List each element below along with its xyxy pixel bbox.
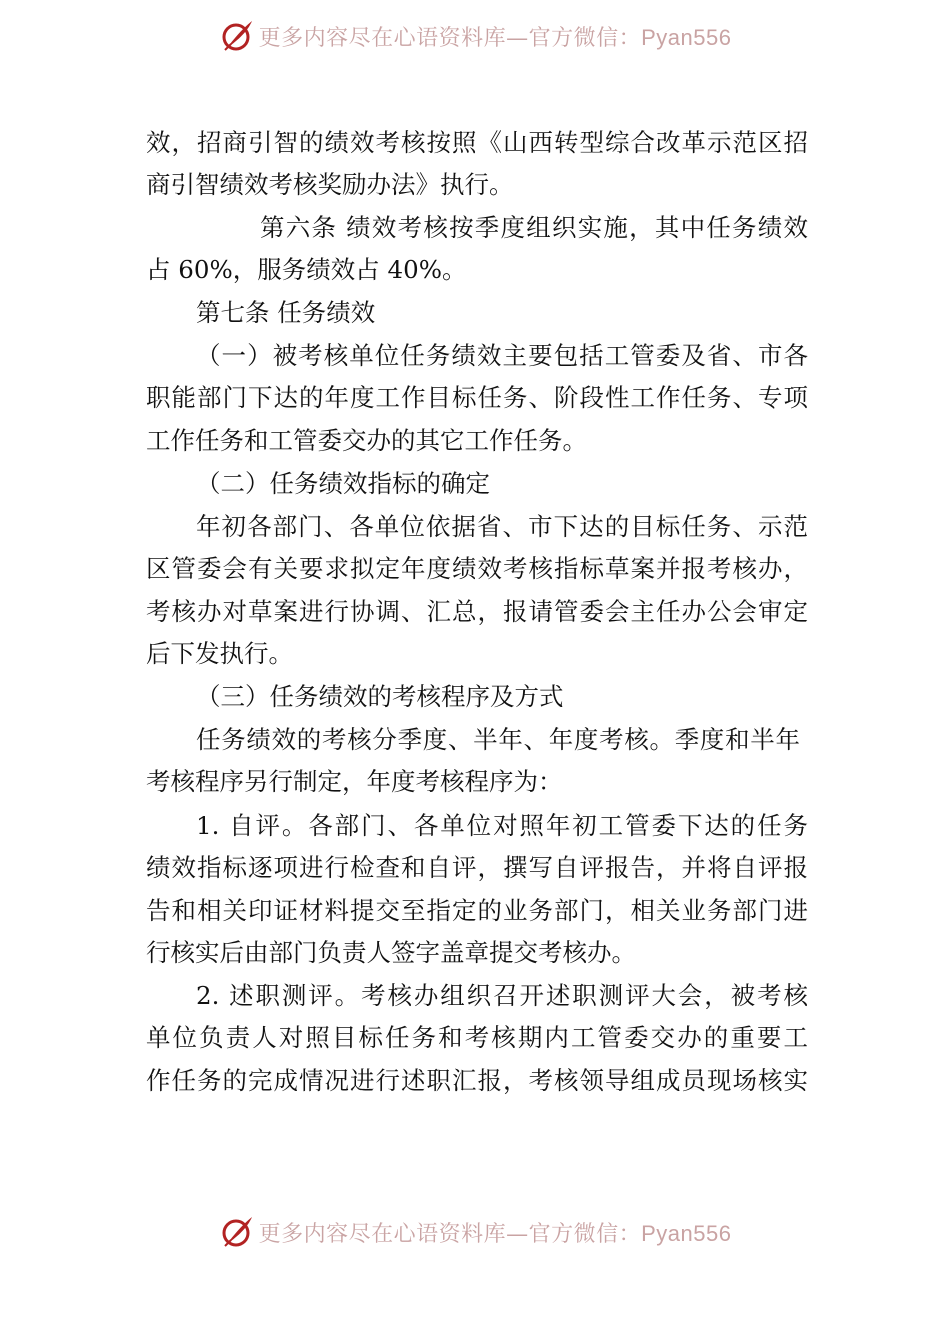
text-line: 考核程序另行制定，年度考核程序为： [146, 767, 563, 796]
text-line: 工作任务和工管委交办的其它工作任务。 [146, 426, 587, 455]
subsection-heading: （二）任务绩效指标的确定 [196, 469, 490, 498]
text-line: 告和相关印证材料提交至指定的业务部门，相关业务部门进 [146, 896, 808, 925]
text-line: 单位负责人对照目标任务和考核期内工管委交办的重要工 [146, 1023, 808, 1052]
text-line: 年初各部门、各单位依据省、市下达的目标任务、示范 [196, 512, 808, 541]
subsection-heading: （三）任务绩效的考核程序及方式 [196, 682, 564, 711]
text-line: 行核实后由部门负责人签字盖章提交考核办。 [146, 938, 636, 967]
text-line: 作任务的完成情况进行述职汇报，考核领导组成员现场核实 [146, 1066, 808, 1095]
text-line: 职能部门下达的年度工作目标任务、阶段性工作任务、专项 [146, 383, 808, 412]
text-line: 绩效指标逐项进行检查和自评，撰写自评报告，并将自评报 [146, 853, 808, 882]
text-line: 占 60%，服务绩效占 40%。 [146, 255, 467, 284]
wechat-id: Pyan556 [641, 1220, 732, 1246]
quill-pen-logo-icon [219, 1214, 255, 1250]
text-line: 区管委会有关要求拟定年度绩效考核指标草案并报考核办， [146, 554, 808, 583]
text-line: 任务绩效的考核分季度、半年、年度考核。季度和半年 [196, 725, 800, 754]
text-line: 效，招商引智的绩效考核按照《山西转型综合改革示范区招 [146, 128, 808, 157]
text-line: 1. 自评。各部门、各单位对照年初工管委下达的任务 [196, 811, 808, 840]
banner-text: 更多内容尽在心语资料库—官方微信：Pyan556 [258, 1220, 732, 1247]
text-line: 商引智绩效考核奖励办法》执行。 [146, 170, 514, 199]
banner-text: 更多内容尽在心语资料库—官方微信：Pyan556 [258, 24, 732, 51]
text-line: 考核办对草案进行协调、汇总，报请管委会主任办公会审定 [146, 597, 808, 626]
wechat-id: Pyan556 [641, 24, 732, 50]
text-line: 2. 述职测评。考核办组织召开述职测评大会，被考核 [196, 981, 808, 1010]
footer-banner [0, 1210, 950, 1254]
text-line: 第六条 绩效考核按季度组织实施，其中任务绩效 [260, 213, 808, 242]
text-line: （一）被考核单位任务绩效主要包括工管委及省、市各 [196, 341, 808, 370]
section-heading: 第七条 任务绩效 [196, 298, 376, 327]
text-line: 后下发执行。 [146, 639, 293, 668]
